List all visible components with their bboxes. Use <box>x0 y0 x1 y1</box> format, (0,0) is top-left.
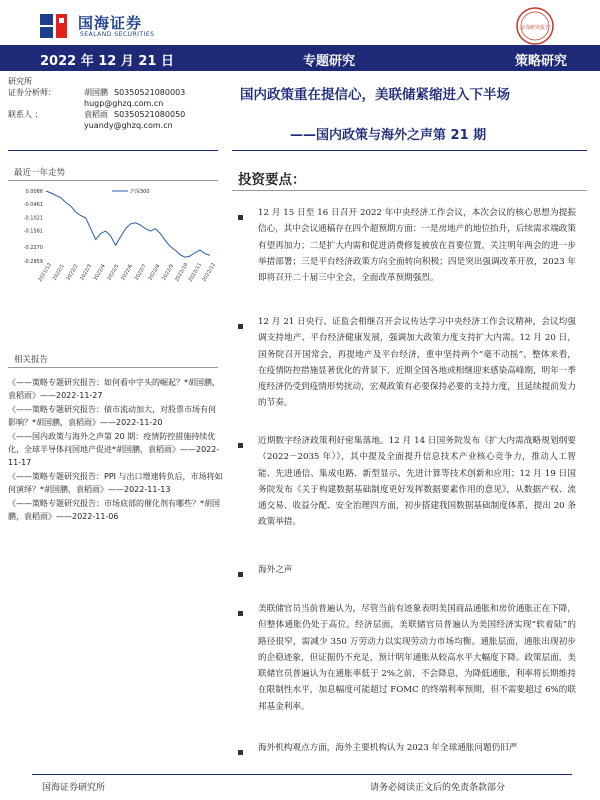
y-tick-label: -0.0461 <box>23 202 43 209</box>
series-line-hs300 <box>46 191 210 257</box>
y-tick-label: -0.2270 <box>23 245 43 251</box>
paragraph: 12 月 21 日央行、证监会相继召开会议传达学习中央经济工作会议精神，会议均强调支持地产、平台经济健康发展，强调加大政策力度支持扩大内需。12 月 20 日，国务院召开国常会，再提地产及平台经济，重申坚持两个“毫不动摇”。整体来看，在疫情防控措施显著优化的背景下，近期全国各地或相继迎来感染高峰期，明年一季度经济仍受到疫情形势扰动，宏观政策有必要保持必要的支持力度，且延续提前发力的节奏。 <box>258 317 576 409</box>
divider <box>8 367 218 368</box>
report-title: 国内政策重在提信心，美联储紧缩进入下半场 <box>240 87 510 103</box>
paragraph: 12 月 15 日至 16 日召开 2022 年中央经济工作会议，本次会议的核心思想为提振信心，其中会议通稿存在四个超预期方面：一是房地产的地位抬升，后续需求端政策有望再加力；二是扩大内需和促进消费修复被放在首要位置，关注明年两会的进一步举措部署；三是平台经济政策方向全面转向积极；四是突出强调改革开放，2023 年即将召开二十届三中全会，全面改革预期强烈。 <box>258 208 576 284</box>
report-type: 专题研究 <box>303 54 356 69</box>
related-report-link[interactable]: 《——策略专题研究报告：PPI 与出口增速转负后，市场将如何演绎？*胡国鹏，袁稻雨》——2022-11-13 <box>8 471 223 495</box>
footer-disclaimer: 请务必阅读正文后的免责条款部分 <box>370 783 506 793</box>
report-subtitle: ——国内政策与海外之声第 21 期 <box>290 128 487 143</box>
x-tick-label: 2022/9 <box>161 263 176 282</box>
paragraph: 美联储官员当前普遍认为，尽管当前有迹象表明美国商品通胀和房价通胀正在下降，但整体通胀仍处于高位。经济层面，美联储官员普遍认为美国经济实现“软着陆”的路径很窄，需减少 350 万劳动力以实现劳动力市场均衡。通胀层面，通胀出现初步的企稳迹象，但证据仍不充足，预计明年通胀从较高水平大幅度下降。政策层面，美联储官员普遍认为在通胀率低于 2%之前，不会降息，为降低通胀，利率将长期维持在限制性水平，加息幅度可能超过 FOMC 的终端利率预期，但不需要超过 6%的联邦基金利率。 <box>258 604 576 712</box>
x-tick-label: 2022/2 <box>65 263 80 282</box>
x-tick-label: 2022/12 <box>201 262 217 283</box>
paragraph: 近期数字经济政策利好密集落地。12 月 14 日国务院发布《扩大内需战略规划纲要（2022－2035 年）》，其中提及全面提升信息技术产业核心竞争力，推动人工智能、先进通信、集成电路、新型显示、先进计算等技术创新和应用；12 月 19 日国务院发布《关于构建数据基础制度更好发挥数据要素作用的意见》，从数据产权、流通交易、收益分配、安全治理四方面，初步搭建我国数据基础制度体系，提出 20 条政策举措。 <box>258 436 576 528</box>
divider <box>8 180 218 181</box>
footer-institute: 国海证券研究所 <box>42 783 106 793</box>
logo-english: SEALAND SECURITIES <box>80 31 155 38</box>
bullet-icon <box>238 750 243 755</box>
x-tick-label: 2022/5 <box>106 263 121 282</box>
x-tick-label: 2022/4 <box>92 263 107 282</box>
paragraph: 海外机构观点方面，海外主要机构认为 2023 年全球通胀问题仍旧严 <box>258 743 518 753</box>
related-report-link[interactable]: 《——国内政策与海外之声第 20 期：疫情防控措施持续优化，全球半导体问国地产促进*胡国鹏，袁稻雨》——2022-11-17 <box>8 431 220 468</box>
related-reports-list <box>8 376 223 523</box>
x-tick-label: 2022/3 <box>79 263 94 282</box>
x-tick-label: 2022/10 <box>174 262 190 283</box>
legend-label: 沪深300 <box>130 189 150 195</box>
x-tick-label: 2022/6 <box>120 263 135 282</box>
report-date: 2022 年 12 月 21 日 <box>40 54 174 69</box>
logo-icon <box>40 12 70 40</box>
x-tick-label: 2021/12 <box>37 262 53 283</box>
header-bar <box>0 45 600 71</box>
bullet-icon <box>238 611 243 616</box>
divider <box>232 150 587 151</box>
y-tick-label: 0.0086 <box>25 189 43 195</box>
bullet-icon <box>238 215 243 220</box>
related-report-link[interactable]: 《——策略专题研究报告：市场底部的催化剂有哪些？*胡国鹏，袁稻雨》——2022-11-06 <box>8 498 220 522</box>
related-heading: 相关报告 <box>14 355 49 365</box>
analyst-block <box>8 76 213 131</box>
analyst-row: 证券分析师： 胡国鹏 S0350521080003 <box>8 88 186 97</box>
y-tick-label: -0.1581 <box>23 228 43 235</box>
x-tick-label: 2022/8 <box>147 263 162 282</box>
research-stamp <box>515 6 555 46</box>
index-trend-chart <box>12 183 217 283</box>
related-report-link[interactable]: 《——策略专题研究报告：如何看中字头的崛起？*胡国鹏，袁稻雨》——2022-11-27 <box>8 378 220 401</box>
y-tick-label: -0.2859 <box>23 259 43 265</box>
analyst-email[interactable]: hugp@ghzq.com.cn <box>84 99 164 108</box>
key-points-title: 投资要点： <box>238 172 306 188</box>
divider <box>232 190 587 191</box>
chart-heading: 最近一年走势 <box>14 168 66 178</box>
bullet-icon <box>238 572 243 577</box>
contact-email[interactable]: yuandy@ghzq.com.cn <box>84 121 173 130</box>
bullet-icon <box>238 324 243 329</box>
institute-label: 研究所 <box>8 77 32 86</box>
y-tick-label: -0.1021 <box>23 215 43 222</box>
divider <box>8 150 218 151</box>
report-category: 策略研究 <box>515 54 568 69</box>
x-tick-label: 2022/1 <box>51 263 66 282</box>
logo-name: 国海证券 <box>78 14 143 32</box>
related-report-link[interactable]: 《——策略专题研究报告：债市流动加大，对股票市场有何影响？*胡国鹏，袁稻雨》——2022-11-20 <box>8 404 216 428</box>
bullet-icon <box>238 443 243 448</box>
svg-text:证券研究报告: 证券研究报告 <box>519 25 551 31</box>
x-tick-label: 2022/11 <box>187 262 204 283</box>
contact-row: 联系人 ： 袁稻雨 S0350521080050 <box>8 110 186 119</box>
section-heading-overseas: 海外之声 <box>258 565 293 575</box>
x-tick-label: 2022/7 <box>133 263 148 282</box>
footer-rule <box>32 774 572 775</box>
